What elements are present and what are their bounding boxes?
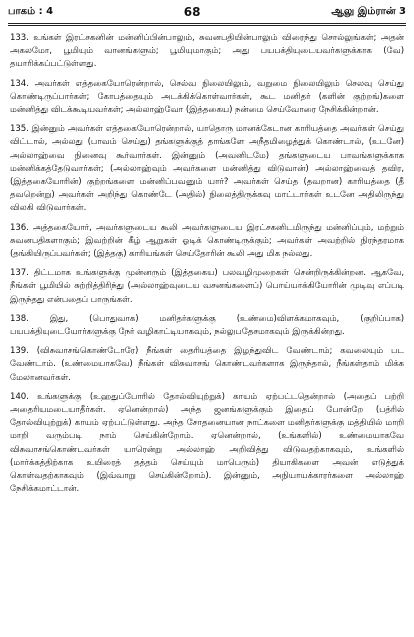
verse-text: அத்தகையோர், அவர்களுடைய கூலி அவர்களுடைய இரட்சகனிடமிருந்து மன்னிப்பும், மற்றும் சுவனபதிகளாகும்; இவற்றின் கீழ் ஆறுகள் ஓடிக் கொண்டிருக்கும்; அவர்கள் அவற்றில் நிரந்தரமாக (தங்கியிருப்பவர்கள்; (இத்தகு) காரியங்கள் செய்தோரின் கூலி அது மிக நல்லது.	[10, 222, 404, 260]
page-number: 68	[183, 5, 201, 19]
verse-number: 140.	[10, 391, 29, 402]
page-header	[8, 4, 406, 26]
chapter-title: ஆலு இம்ரான் 3	[331, 6, 406, 17]
verse-number: 133.	[10, 33, 29, 43]
verse	[10, 391, 404, 497]
verse-number: 138.	[10, 313, 29, 324]
verse-number: 135.	[10, 124, 29, 135]
verse	[10, 345, 404, 385]
verse	[10, 267, 404, 307]
part-label: பாகம் : 4	[8, 6, 54, 17]
verse-text: திட்டமாக உங்களுக்கு முன்னரும் (இத்தகைய) பலவழிமுறைகள் சென்றிருக்கின்றன. ஆகவே, நீங்கள் பூமியில் சுற்றித்திரிந்து (அல்லாஹ்வுடைய வசனங்களைப்) பொய்யாக்கியோரின் முடிவு எப்படி இருந்தது என்பதைப் பாருங்கள்.	[10, 268, 404, 305]
verse	[10, 78, 404, 118]
verse	[10, 123, 404, 215]
verse-text: இன்னும் அவர்கள் எத்தகையோரென்றால், யாதொரு மானக்கேடான காரியத்தை அவர்கள் செய்து விட்டால், அல்லது (பாவம் செய்து) தங்களுக்குத் தாங்களே அநீதமிழைத்துக் கொண்டால், (உடனே) அல்லாஹ்வை நினைவு கூர்வார்கள். இன்னும் (அவனிடமே) தங்களுடைய பாவங்களுக்காக மன்னிக்கத்தேடுவார்கள்; (அல்லாஹ்வும் அவர்களை மன்னித்து விடுவான்) அல்லாஹ்வைத் தவிர, (இத்தகையோரின்) குற்றங்களை மன்னிப்பவனும் யார்? அவர்கள் செய்த (தவறான) காரியத்தை (தீ தவறென்று) அவர்கள் அறிந்து கொண்டே (அதில்) நிலைத்திருக்கவு மாட்டார்கள் உடனே அதிலிருந்து விலகி விடுவார்கள்.	[10, 124, 404, 214]
verse-text: (விசுவாசங்கொண்டோரே) நீங்கள் தைரியத்தை இழந்துவிட வேண்டாம்; கவலையும் பட வேண்டாம். (உண்மையாகவே) நீங்கள் விசுவாசங் கொண்டவர்களாக இருந்தால், நீங்கள்தாம் மிக்க மேலானவர்கள்.	[10, 346, 404, 383]
verse	[10, 32, 404, 72]
verse-text: உங்கள் இரட்சகனின் மன்னிப்பின்பாலும், சுவனபதியின்பாலும் விரைந்து சொல்லுங்கள்; அதன் அகலமோ, பூமியும் வானங்களும்; பூமியுமாகும்; அது பயபக்தியுடையவர்களுக்காக (வே) தயாரிக்கப்பட்டுள்ளது.	[10, 33, 404, 70]
verse-text: இது, (பொதுவாக) மனிதர்களுக்கு (உண்மை)விளக்கமாகவும், (குறிப்பாக) பயபக்தியுடையோர்களுக்கு நேர் வழிகாட்டியாகவும், நல்லுபதேசமாகவும் இருக்கின்றது.	[10, 313, 404, 338]
verse-number: 139.	[10, 346, 29, 357]
verse-text: உங்களுக்கு (உஹதுப்போரில் தோல்வியுற்றுக்) காயம் ஏற்பட்டதென்றால் (அதைப் பற்றி அதைரியமடையாதீர்கள். ஏனென்றால்) அந்த ஜனங்களுக்கும் இதைப் போன்றே (பத்ரில் தோல்வியுற்றுக்) காயம் ஏற்பட்டுள்ளது. அந்த சோதனையான நாட்களை மனிதர்களுக்கு மத்தியில் மாறி மாறி வரும்படி நாம் செய்கின்றோம். ஏனென்றால், (உங்களில்) உண்மையாகவே விசுவாசங்கொண்டவர்கள் யாரென்று அல்லாஹ் அறிவித்து விடுவதற்காகவும், உங்களில் (மார்க்கத்திற்காக உயிரைத் தத்தம் செய்யும் மாபெரும்) தியாகிகளை அவன் எடுத்துக் கொள்வதற்காகவும் (இவ்வாறு செய்கின்றோம்). இன்னும், அநியாயக்காரர்களை அல்லாஹ் நேசிக்கமாட்டான்.	[10, 391, 404, 495]
verse-number: 134.	[10, 78, 29, 89]
verse-text: அவர்கள் எத்தகையோரென்றால், செல்வ நிலையிலும், வறுமை நிலையிலும் செலவு செய்து கொண்டிருப்பார்கள்; கோபத்தையும் அடக்கிக்கொள்வார்கள், கூட மனிதர் (களின் குற்றங்)களை மன்னித்து விடக்கூடியவர்கள்; அல்லாஹ்வோ (இத்தகைய) நன்மை செய்வோரை நேசிக்கின்றான்.	[10, 78, 404, 116]
verse-list	[8, 26, 406, 497]
verse-number: 136.	[10, 222, 29, 233]
verse	[10, 313, 404, 339]
verse-number: 137.	[10, 268, 29, 279]
verse	[10, 222, 404, 262]
